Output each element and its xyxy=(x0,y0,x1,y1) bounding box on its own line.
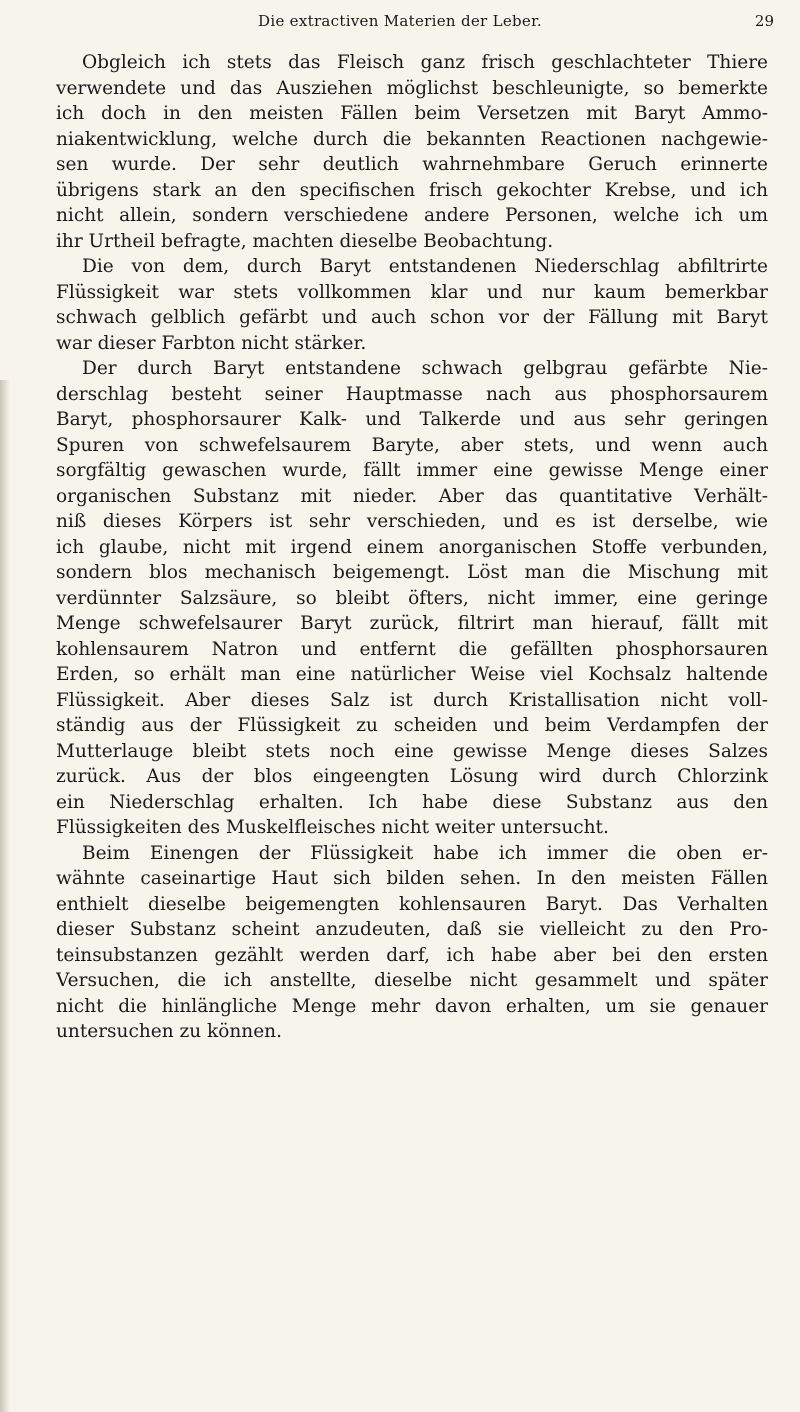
text-line: ständig aus der Flüssigkeit zu scheiden und beim Verdampfen der xyxy=(56,715,768,736)
text-line: Flüssigkeit war stets vollkommen klar und nur kaum bemerkbar xyxy=(56,281,768,303)
text-line: nicht allein, sondern verschiedene andere Personen, welche ich um xyxy=(56,205,768,226)
text-line: Beim Einengen der Flüssigkeit habe ich immer die oben er- xyxy=(82,842,768,864)
text-line: ein Niederschlag erhalten. Ich habe diese Substanz aus den xyxy=(56,791,768,813)
text-line: verdünnter Salzsäure, so bleibt öfters, nicht immer, eine geringe xyxy=(56,587,768,609)
running-head: Die extractiven Materien der Leber. xyxy=(258,12,542,30)
text-line: derschlag besteht seiner Hauptmasse nach aus phosphorsaurem xyxy=(56,383,768,405)
text-line: schwach gelblich gefärbt und auch schon vor der Fällung mit Baryt xyxy=(56,307,768,328)
text-line: Erden, so erhält man eine natürlicher Weise viel Kochsalz haltende xyxy=(56,664,768,685)
text-line: ihr Urtheil befragte, machten dieselbe Beobachtung. xyxy=(56,230,554,252)
text-line: Flüssigkeiten des Muskelfleisches nicht weiter untersucht. xyxy=(56,817,609,838)
text-line: Versuchen, die ich anstellte, dieselbe nicht gesammelt und später xyxy=(56,970,768,991)
text-line: sondern blos mechanisch beigemengt. Löst man die Mischung mit xyxy=(56,562,768,583)
text-line: Flüssigkeit. Aber dieses Salz ist durch Kristallisation nicht voll- xyxy=(56,689,768,711)
page-number: 29 xyxy=(754,12,774,30)
text-line: nicht die hinlängliche Menge mehr davon erhalten, um sie genauer xyxy=(56,995,768,1017)
text-line: kohlensaurem Natron und entfernt die gefällten phosphorsauren xyxy=(56,638,768,660)
text-line: untersuchen zu können. xyxy=(56,1021,282,1042)
text-line: ich glaube, nicht mit irgend einem anorganischen Stoffe verbunden, xyxy=(56,536,768,558)
text-line: sorgfältig gewaschen wurde, fällt immer eine gewisse Menge einer xyxy=(56,460,768,481)
text-line: niß dieses Körpers ist sehr verschieden, und es ist derselbe, wie xyxy=(56,511,768,532)
text-line: Spuren von schwefelsaurem Baryte, aber stets, und wenn auch xyxy=(56,434,768,456)
text-line: sen wurde. Der sehr deutlich wahrnehmbare Geruch erinnerte xyxy=(56,154,768,175)
binding-shadow xyxy=(0,380,10,1412)
text-line: Menge schwefelsaurer Baryt zurück, filtrirt man hierauf, fällt mit xyxy=(56,613,768,634)
text-line: Obgleich ich stets das Fleisch ganz frisch geschlachteter Thiere xyxy=(82,52,768,73)
text-line: organischen Substanz mit nieder. Aber das quantitative Verhält- xyxy=(56,485,768,507)
page-header xyxy=(0,10,800,36)
text-line: verwendete und das Ausziehen möglichst beschleunigte, so bemerkte xyxy=(56,77,768,99)
body-text xyxy=(56,50,768,1045)
text-line: zurück. Aus der blos eingeengten Lösung wird durch Chlorzink xyxy=(56,766,768,787)
text-line: enthielt dieselbe beigemengten kohlensauren Baryt. Das Verhalten xyxy=(56,893,768,915)
text-line: Mutterlauge bleibt stets noch eine gewisse Menge dieses Salzes xyxy=(56,740,768,762)
text-line: dieser Substanz scheint anzudeuten, daß sie vielleicht zu den Pro- xyxy=(56,919,768,940)
text-line: niakentwicklung, welche durch die bekannten Reactionen nachgewie- xyxy=(56,128,768,150)
text-line: Die von dem, durch Baryt entstandenen Niederschlag abfiltrirte xyxy=(82,256,768,277)
text-line: Baryt, phosphorsaurer Kalk- und Talkerde und aus sehr geringen xyxy=(56,409,768,430)
text-line: teinsubstanzen gezählt werden darf, ich habe aber bei den ersten xyxy=(56,944,768,966)
text-line: war dieser Farbton nicht stärker. xyxy=(56,332,367,354)
text-line: Der durch Baryt entstandene schwach gelbgrau gefärbte Nie- xyxy=(82,358,768,379)
text-line: ich doch in den meisten Fällen beim Versetzen mit Baryt Ammo- xyxy=(56,103,768,124)
text-line: wähnte caseinartige Haut sich bilden sehen. In den meisten Fällen xyxy=(56,868,768,889)
text-line: übrigens stark an den specifischen frisch gekochter Krebse, und ich xyxy=(56,179,768,201)
